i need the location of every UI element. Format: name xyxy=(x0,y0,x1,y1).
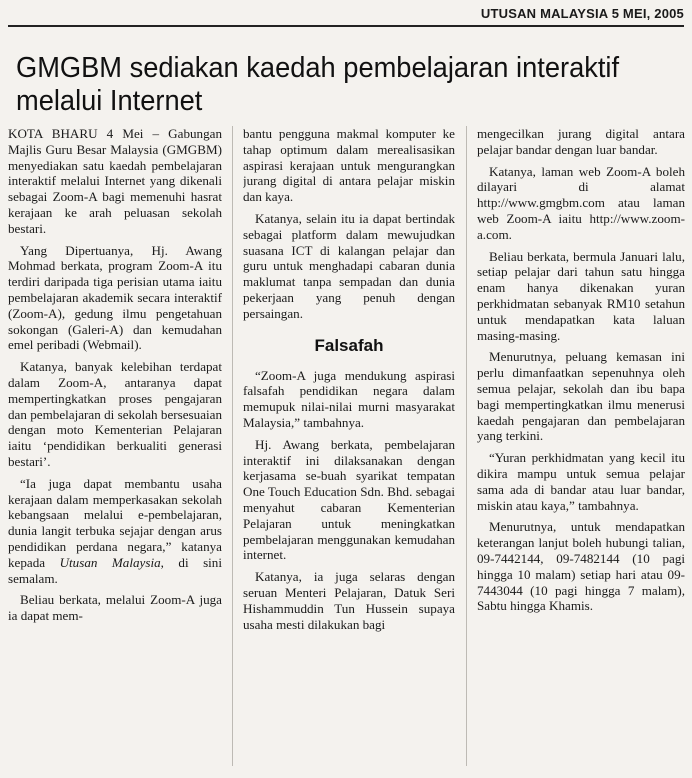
quote-text-end: , di sini semalam. xyxy=(8,554,222,586)
paragraph: mengecilkan jurang digital antara pelajar bandar dengan luar bandar. xyxy=(477,126,685,157)
section-subheading: Falsafah xyxy=(314,335,384,355)
paragraph: Katanya, selain itu ia dapat bertindak sebagai platform dalam mewujudkan suasana ICT di kalangan pelajar dan guru untuk menghadapi cabaran dunia maklumat tanpa sempadan dan dunia pekerjaan yang penuh dengan persaingan. xyxy=(243,210,455,321)
paragraph: Katanya, laman web Zoom-A boleh dilayari di alamat http://www.gmgbm.com atau laman web Zoom-A iaitu http://www.zoom-a.com. xyxy=(477,163,685,242)
paragraph: Menurutnya, peluang kemasan ini perlu dimanfaatkan sepenuhnya oleh semua pelajar, sekolah dan ibu bapa bagi mempertingkatkan ilmu menerusi kaedah pengajaran dan pembelajaran yang terkini. xyxy=(477,349,685,444)
quote-text: “Ia juga dapat membantu usaha kerajaan dalam memperkasakan sekolah kebangsaan melalui e-pembelajaran, dunia langit terbuka sejajar dengan arus pendidikan perdana negara,” katanya kepada xyxy=(8,475,222,570)
article-column-1 xyxy=(8,126,222,776)
paragraph: KOTA BHARU 4 Mei – Gabungan Majlis Guru Besar Malaysia (GMGBM) menyediakan satu kaedah pembelajaran interaktif melalui Internet yang dikenali sebagai Zoom-A bagi memenuhi hasrat kerajaan ke arah peluasan sekolah bestari. xyxy=(8,126,222,236)
article-headline: GMGBM sediakan kaedah pembelajaran interaktif melalui Internet xyxy=(16,52,620,117)
article-column-3 xyxy=(477,126,685,776)
paragraph: Katanya, ia juga selaras dengan seruan Menteri Pelajaran, Datuk Seri Hishammuddin Tun Hussein supaya usaha mesti dilakukan bagi xyxy=(243,569,455,632)
paragraph: Katanya, banyak kelebihan terdapat dalam Zoom-A, antaranya dapat mempertingkatkan proses pengajaran dan pembelajaran di sekolah bersesuaian dengan moto Kementerian Pelajaran iaitu ‘pendidikan berkualiti generasi bestari’. xyxy=(8,359,222,469)
publication-name: Utusan Malaysia xyxy=(59,554,161,570)
paragraph: Menurutnya, untuk mendapatkan keterangan lanjut boleh hubungi talian, 09-7442144, 09-7482144 (10 pagi hingga 10 malam) setiap hari atau 09-7443044 (10 pagi hingga 7 malam), Sabtu hingga Khamis. xyxy=(477,519,685,614)
paragraph: “Yuran perkhidmatan yang kecil itu dikira mampu untuk semua pelajar sama ada di bandar atau luar bandar, miskin atau kaya,” tambahnya. xyxy=(477,450,685,513)
masthead: UTUSAN MALAYSIA 5 MEI, 2005 xyxy=(480,6,684,21)
paragraph xyxy=(8,476,222,587)
article-column-2 xyxy=(243,126,455,776)
paragraph: Beliau berkata, bermula Januari lalu, setiap pelajar dari tahun satu hingga enam hanya dikenakan yuran perkhidmatan sebanyak RM10 setahun untuk mendapatkan kata laluan masing-masing. xyxy=(477,248,685,343)
paragraph: Yang Dipertuanya, Hj. Awang Mohmad berkata, program Zoom-A itu terdiri daripada tiga perisian utama iaitu pembelajaran akademik secara interaktif (Zoom-A), gedung ilmu pengetahuan sokongan (Galeri-A) dan kemudahan emel peribadi (Webmail). xyxy=(8,242,222,353)
paragraph: Hj. Awang berkata, pembelajaran interaktif ini dilaksanakan dengan kerjasama se-buah syarikat tempatan One Touch Education Sdn. Bhd. sebagai menyahut cabaran Kementerian Pelajaran untuk meningkatkan pembelajaran menggunakan kemudahan internet. xyxy=(243,436,455,563)
paragraph: Beliau berkata, melalui Zoom-A juga ia dapat mem- xyxy=(8,592,222,624)
column-divider xyxy=(466,126,467,766)
column-divider xyxy=(232,126,233,766)
paragraph: bantu pengguna makmal komputer ke tahap optimum dalam merealisasikan aspirasi kerajaan untuk mengurangkan jurang digital di antara pelajar miskin dan kaya. xyxy=(243,126,455,205)
header-rule xyxy=(8,25,684,27)
paragraph: “Zoom-A juga mendukung aspirasi falsafah pendidikan negara dalam memupuk nilai-nilai murni masyarakat Malaysia,” tambahnya. xyxy=(243,367,455,430)
